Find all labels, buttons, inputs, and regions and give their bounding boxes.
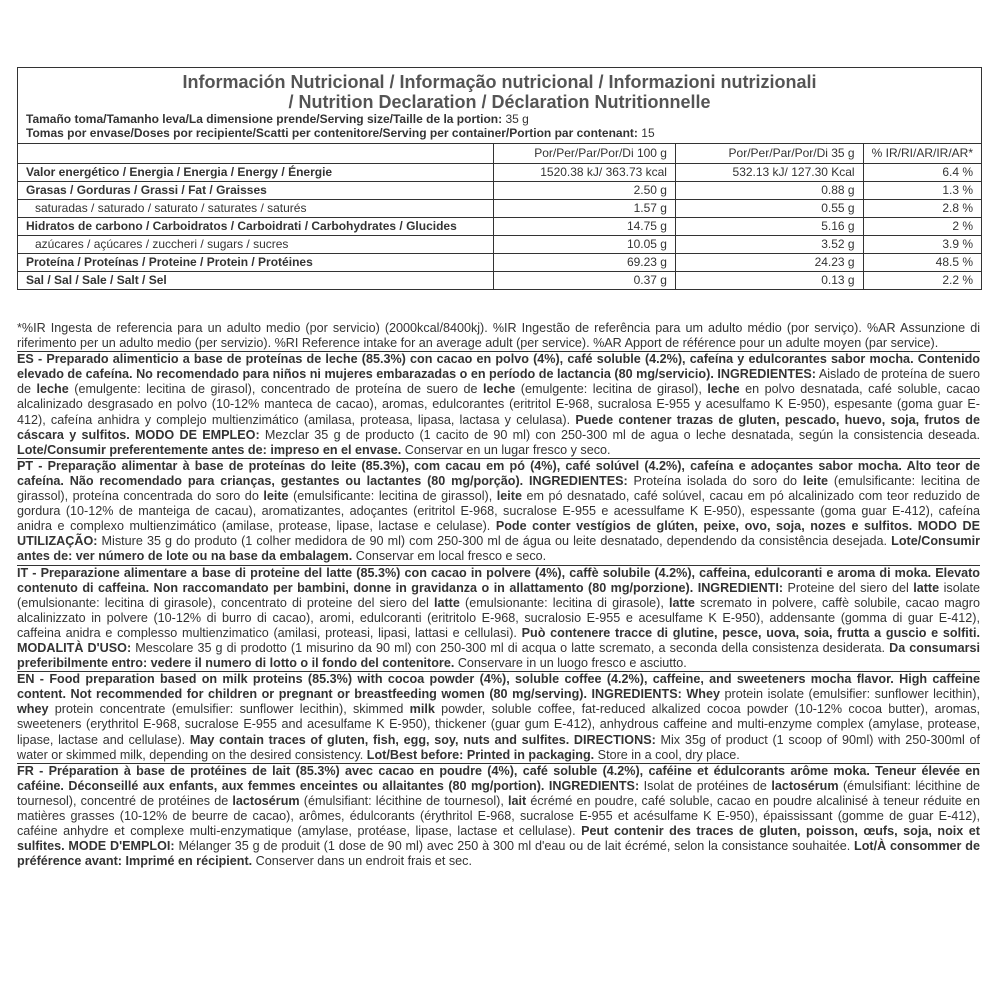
nutrient-label: azúcares / açúcares / zuccheri / sugars / sucres [18, 236, 494, 254]
footnote: *%IR Ingesta de referencia para un adulto medio (por servicio) (2000kcal/8400kj). %IR Ingestão de referência para um adulto médio (por serviço). %AR Assunzione di riferimento per un adulto medio (per servizio). %RI Reference intake for an average adult (per service). %AR Apport de référence pour un adulte moyen (par service). [17, 321, 980, 351]
pt-bold-3: leite [263, 489, 289, 504]
value-ir: 2 % [863, 218, 981, 236]
section-fr [17, 764, 980, 870]
value-per-100g: 14.75 g [494, 218, 676, 236]
it-bold-6: Da consumarsi preferibilmente entro: vedere il numero di lotto o il fondo del contenitore. [17, 640, 980, 671]
value-per-35g: 0.88 g [675, 182, 863, 200]
section-pt [17, 459, 980, 565]
it-bold-4: latte [669, 595, 695, 610]
value-ir: 3.9 % [863, 236, 981, 254]
es-text-6: Conservar en un lugar fresco y seco. [401, 442, 611, 457]
en-bold-2: whey [17, 702, 49, 717]
header-blank [18, 144, 494, 164]
nutrition-header [18, 68, 981, 144]
value-per-100g: 2.50 g [494, 182, 676, 200]
pt-text-5: Misture 35 g do produto (1 colher medidora de 90 ml) com 250-300 ml de água ou leite desnatado, dependendo da consistência desejada. [97, 534, 892, 549]
fr-bold-3: lactosérum [232, 793, 300, 808]
pt-text-1: Proteína isolada do soro do [627, 473, 803, 488]
it-text-3: (emulsionante: lecitina di girasole), [459, 595, 670, 610]
value-per-35g: 3.52 g [675, 236, 863, 254]
fr-bold-5: Peut contenir des traces de gluten, poisson, œufs, soja, noix et sulfites. MODE D'EMPLOI: [17, 824, 980, 854]
fr-text-1: Isolat de protéines de [639, 778, 772, 793]
value-ir: 2.2 % [863, 272, 981, 290]
en-bold-3: milk [409, 702, 435, 717]
serving-size-label: Tamaño toma/Tamanho leva/La dimensione prende/Serving size/Taille de la portion: [26, 112, 503, 126]
it-bold-3: latte [433, 595, 460, 610]
nutrient-label: Valor energético / Energia / Energia / Energy / Énergie [18, 164, 494, 182]
nutrient-label: saturadas / saturado / saturato / saturates / saturés [18, 200, 494, 218]
value-per-35g: 0.13 g [675, 272, 863, 290]
table-row [18, 236, 981, 254]
table-row [18, 164, 981, 182]
es-bold-1: ES - Preparado alimenticio a base de proteínas de leche (85.3%) con cacao en polvo (4%), café soluble (4.2%), cafeína y edulcorantes sabor mocha. Contenido elevado de cafeína. No recomendado para niños ni mujeres embarazadas o en período de lactancia (80 mg/servicio). INGREDIENTES: [17, 352, 980, 382]
value-ir: 6.4 % [863, 164, 981, 182]
es-bold-5: Puede contener trazas de gluten, pescado, huevo, soja, frutos de cáscara y sulfitos. MODO DE EMPLEO: [17, 412, 980, 442]
nutrition-title-line2: / Nutrition Declaration / Déclaration Nutritionnelle [288, 92, 711, 112]
value-per-35g: 532.13 kJ/ 127.30 Kcal [675, 164, 863, 182]
pt-bold-4: leite [496, 489, 522, 504]
it-bold-5: Può contenere tracce di glutine, pesce, uova, soia, frutta a guscio e solfiti. MODALITÀ D'USO: [17, 625, 980, 655]
nutrition-title-line1: Información Nutricional / Informação nutricional / Informazioni nutrizionali [182, 72, 817, 92]
fr-text-6: Conserver dans un endroit frais et sec. [252, 854, 472, 869]
value-per-100g: 69.23 g [494, 254, 676, 272]
it-text-1: Proteine del siero del [783, 580, 914, 595]
it-bold-2: latte [913, 580, 940, 595]
pt-bold-1: PT - Preparação alimentar à base de proteínas do leite (85.3%), com cacau em pó (4%), café solúvel (4.2%), cafeína e adoçantes sabor mocha. Alto teor de cafeína. Não recomendado para crianças, gestantes ou lactantes (80 mg/porção). INGREDIENTES: [17, 458, 980, 488]
en-text-5: Store in a cool, dry place. [594, 747, 740, 762]
fr-bold-1: FR - Préparation à base de protéines de lait (85.3%) avec cacao en poudre (4%), café soluble (4.2%), caféine et édulcorants arôme moka. Teneur élevée en caféine. Déconseillé aux enfants, aux femmes enceintes ou allaitantes (80 mg/portion). INGREDIENTS: [17, 763, 980, 793]
en-text-1: protein isolate (emulsifier: sunflower lecithin), [719, 687, 980, 702]
fr-text-5: Mélanger 35 g de produit (1 dose de 90 ml) avec 250 à 300 ml d'eau ou de lait écrémé, selon la consistance souhaitée. [174, 839, 855, 854]
en-bold-1: EN - Food preparation based on milk proteins (85.3%) with cocoa powder (4%), soluble coffee (4.2%), caffeine, and sweeteners mocha flavor. High caffeine content. Not recommended for children or pregnant or breastfeeding women (80 mg/serving). INGREDIENTS: Whey [17, 672, 980, 702]
serving-size-value: 35 g [505, 112, 529, 126]
fr-text-4: écrémé en poudre, café soluble, cacao en poudre alcalinisé à teneur réduite en matières grasses (10-12% de beurre de cacao), arômes, édulcorants (érythritol E-968, sucralose E-955 et acésulfame K E-950), épaississant (gomme de guar E-412), caféine anhydre et complexe multi-enzymatique (amylase, protéase, lipase, lactase et cellulase). [17, 793, 980, 839]
value-per-100g: 10.05 g [494, 236, 676, 254]
it-text-2: isolate (emulsionante: lecitina di girasole), concentrato di proteine del siero del [17, 580, 981, 610]
it-text-4: scremato in polvere, caffè solubile, cacao magro alcalinizzato in polvere (10-12% di burro di cacao), aromi, edulcoranti (eritritolo E-968, sucralosio E-955 e acesulfame K E-950), addensante (gomma di guar E-412), caffeina anidra e complesso multienzimatico (amilasi, proteasi, lipasi, lattasi e cellulasi). [17, 595, 980, 640]
value-ir: 2.8 % [863, 200, 981, 218]
servings-value: 15 [641, 126, 655, 140]
value-per-35g: 24.23 g [675, 254, 863, 272]
table-row [18, 254, 981, 272]
fr-bold-4: lait [507, 793, 527, 808]
en-text-3: powder, soluble coffee, fat-reduced alkalized cocoa powder (10-12% cocoa butter), aromas, sweeteners (erythritol E-968, sucralose E-955 and acesulfame K E-950), thickener (guar gum E-412), anhydrous caffeine and multi-enzyme complex (amylase, protease, lipase, lactase and cellulase). [17, 702, 980, 747]
header-per-100g: Por/Per/Par/Por/Di 100 g [494, 144, 676, 164]
section-it [17, 566, 980, 672]
pt-text-6: Conservar em local fresco e seco. [352, 549, 547, 564]
nutrient-label: Hidratos de carbono / Carboidratos / Carboidrati / Carbohydrates / Glucides [18, 218, 494, 236]
es-text-5: Mezclar 35 g de producto (1 cacito de 90 ml) con 250-300 ml de agua o leche desnatada, según la consistencia deseada. [259, 427, 980, 442]
header-per-35g: Por/Per/Par/Por/Di 35 g [675, 144, 863, 164]
table-row [18, 218, 981, 236]
pt-text-4: em pó desnatado, café solúvel, cacau em pó alcalinizado com teor reduzido de gordura (10-12% de manteiga de cacau), aromatizantes, adoçantes (eritritol E-968, sucralose E-955 e acessulfame K E-950), espessante (goma guar E-412), cafeína anidra e complexo multienzimático (amilase, protease, lipase, lactase e celulase). [17, 489, 981, 534]
pt-bold-6: Lote/Consumir antes de: ver número de lote ou na base da embalagem. [17, 534, 980, 564]
section-es [17, 352, 980, 458]
it-text-6: Conservare in un luogo fresco e asciutto. [454, 656, 687, 671]
fr-bold-6: Lot/À consommer de préférence avant: Imprimé en récipient. [17, 839, 980, 869]
es-bold-2: leche [36, 382, 69, 397]
value-per-35g: 0.55 g [675, 200, 863, 218]
en-text-2: protein concentrate (emulsifier: sunflower lecithin), skimmed [48, 702, 410, 717]
fr-bold-2: lactosérum [771, 778, 839, 793]
pt-bold-5: Pode conter vestígios de glúten, peixe, ovo, soja, nozes e sulfitos. MODO DE UTILIZAÇÃO: [17, 519, 980, 549]
en-bold-4: May contain traces of gluten, fish, egg, soy, nuts and sulfites. DIRECTIONS: [189, 732, 656, 747]
value-per-35g: 5.16 g [675, 218, 863, 236]
pt-text-3: (emulsificante: lecitina de girassol), [288, 489, 497, 504]
pt-bold-2: leite [802, 473, 829, 488]
value-per-100g: 1520.38 kJ/ 363.73 kcal [494, 164, 676, 182]
en-text-4: Mix 35g of product (1 scoop of 90ml) with 250-300ml of water or skimmed milk, depending on the desired consistency. [17, 732, 980, 762]
es-text-4: en polvo desnatada, café soluble, cacao alcalinizado desgrasado en polvo (10-12% manteca de cacao), aromas, edulcorantes (eritritol E-968, sucralosa E-955 y acesulfamo K E-950), espesante (goma guar E-412), cafeína anhidra y complejo multienzimático (amilasa, proteasa, lipasa, lactasa y celulasa). [17, 382, 980, 427]
es-text-3: (emulgente: lecitina de girasol), [515, 382, 708, 397]
nutrition-table [17, 67, 982, 290]
es-text-1: Aislado de proteína de suero de [17, 367, 980, 397]
table-row [18, 182, 981, 200]
en-bold-5: Lot/Best before: Printed in packaging. [366, 747, 595, 762]
table-row [18, 200, 981, 218]
pt-text-2: (emulsificante: lecitina de girassol), proteína concentrada do soro do [17, 473, 980, 504]
nutrient-label: Grasas / Gorduras / Grassi / Fat / Graisses [18, 182, 494, 200]
it-text-5: Mescolare 35 g di prodotto (1 misurino da 90 ml) con 250-300 ml di acqua o latte scremato, a seconda della consistenza desiderata. [131, 640, 890, 655]
section-en [17, 672, 980, 763]
fr-text-3: (émulsifiant: lécithine de tournesol), [299, 793, 508, 808]
label-text [17, 321, 980, 869]
es-bold-6: Lote/Consumir preferentemente antes de: impreso en el envase. [17, 442, 402, 457]
value-per-100g: 0.37 g [494, 272, 676, 290]
es-bold-4: leche [707, 382, 740, 397]
nutrient-label: Proteína / Proteínas / Proteine / Protein / Protéines [18, 254, 494, 272]
value-ir: 48.5 % [863, 254, 981, 272]
header-ir: % IR/RI/AR/IR/AR* [863, 144, 981, 164]
serving-size [26, 112, 973, 126]
value-per-100g: 1.57 g [494, 200, 676, 218]
servings-label: Tomas por envase/Doses por recipiente/Scatti per contenitore/Serving per container/Portion par contenant: [26, 126, 638, 140]
table-header-row [18, 144, 981, 164]
nutrient-label: Sal / Sal / Sale / Salt / Sel [18, 272, 494, 290]
servings-per-container [26, 126, 973, 140]
es-bold-3: leche [483, 382, 516, 397]
table-row [18, 272, 981, 290]
it-bold-1: IT - Preparazione alimentare a base di proteine del latte (85.3%) con cacao in polvere (4%), caffè solubile (4.2%), caffeina, edulcoranti e aroma di moka. Elevato contenuto di caffeina. Non raccomandato per bambini, donne in gravidanza o in allattamento (80 mg/porzione). INGREDIENTI: [17, 565, 980, 595]
es-text-2: (emulgente: lecitina de girasol), concentrado de proteína de suero de [68, 382, 484, 397]
value-ir: 1.3 % [863, 182, 981, 200]
nutrition-values [18, 144, 981, 289]
fr-text-2: (émulsifiant: lécithine de tournesol), concentré de protéines de [17, 778, 980, 808]
